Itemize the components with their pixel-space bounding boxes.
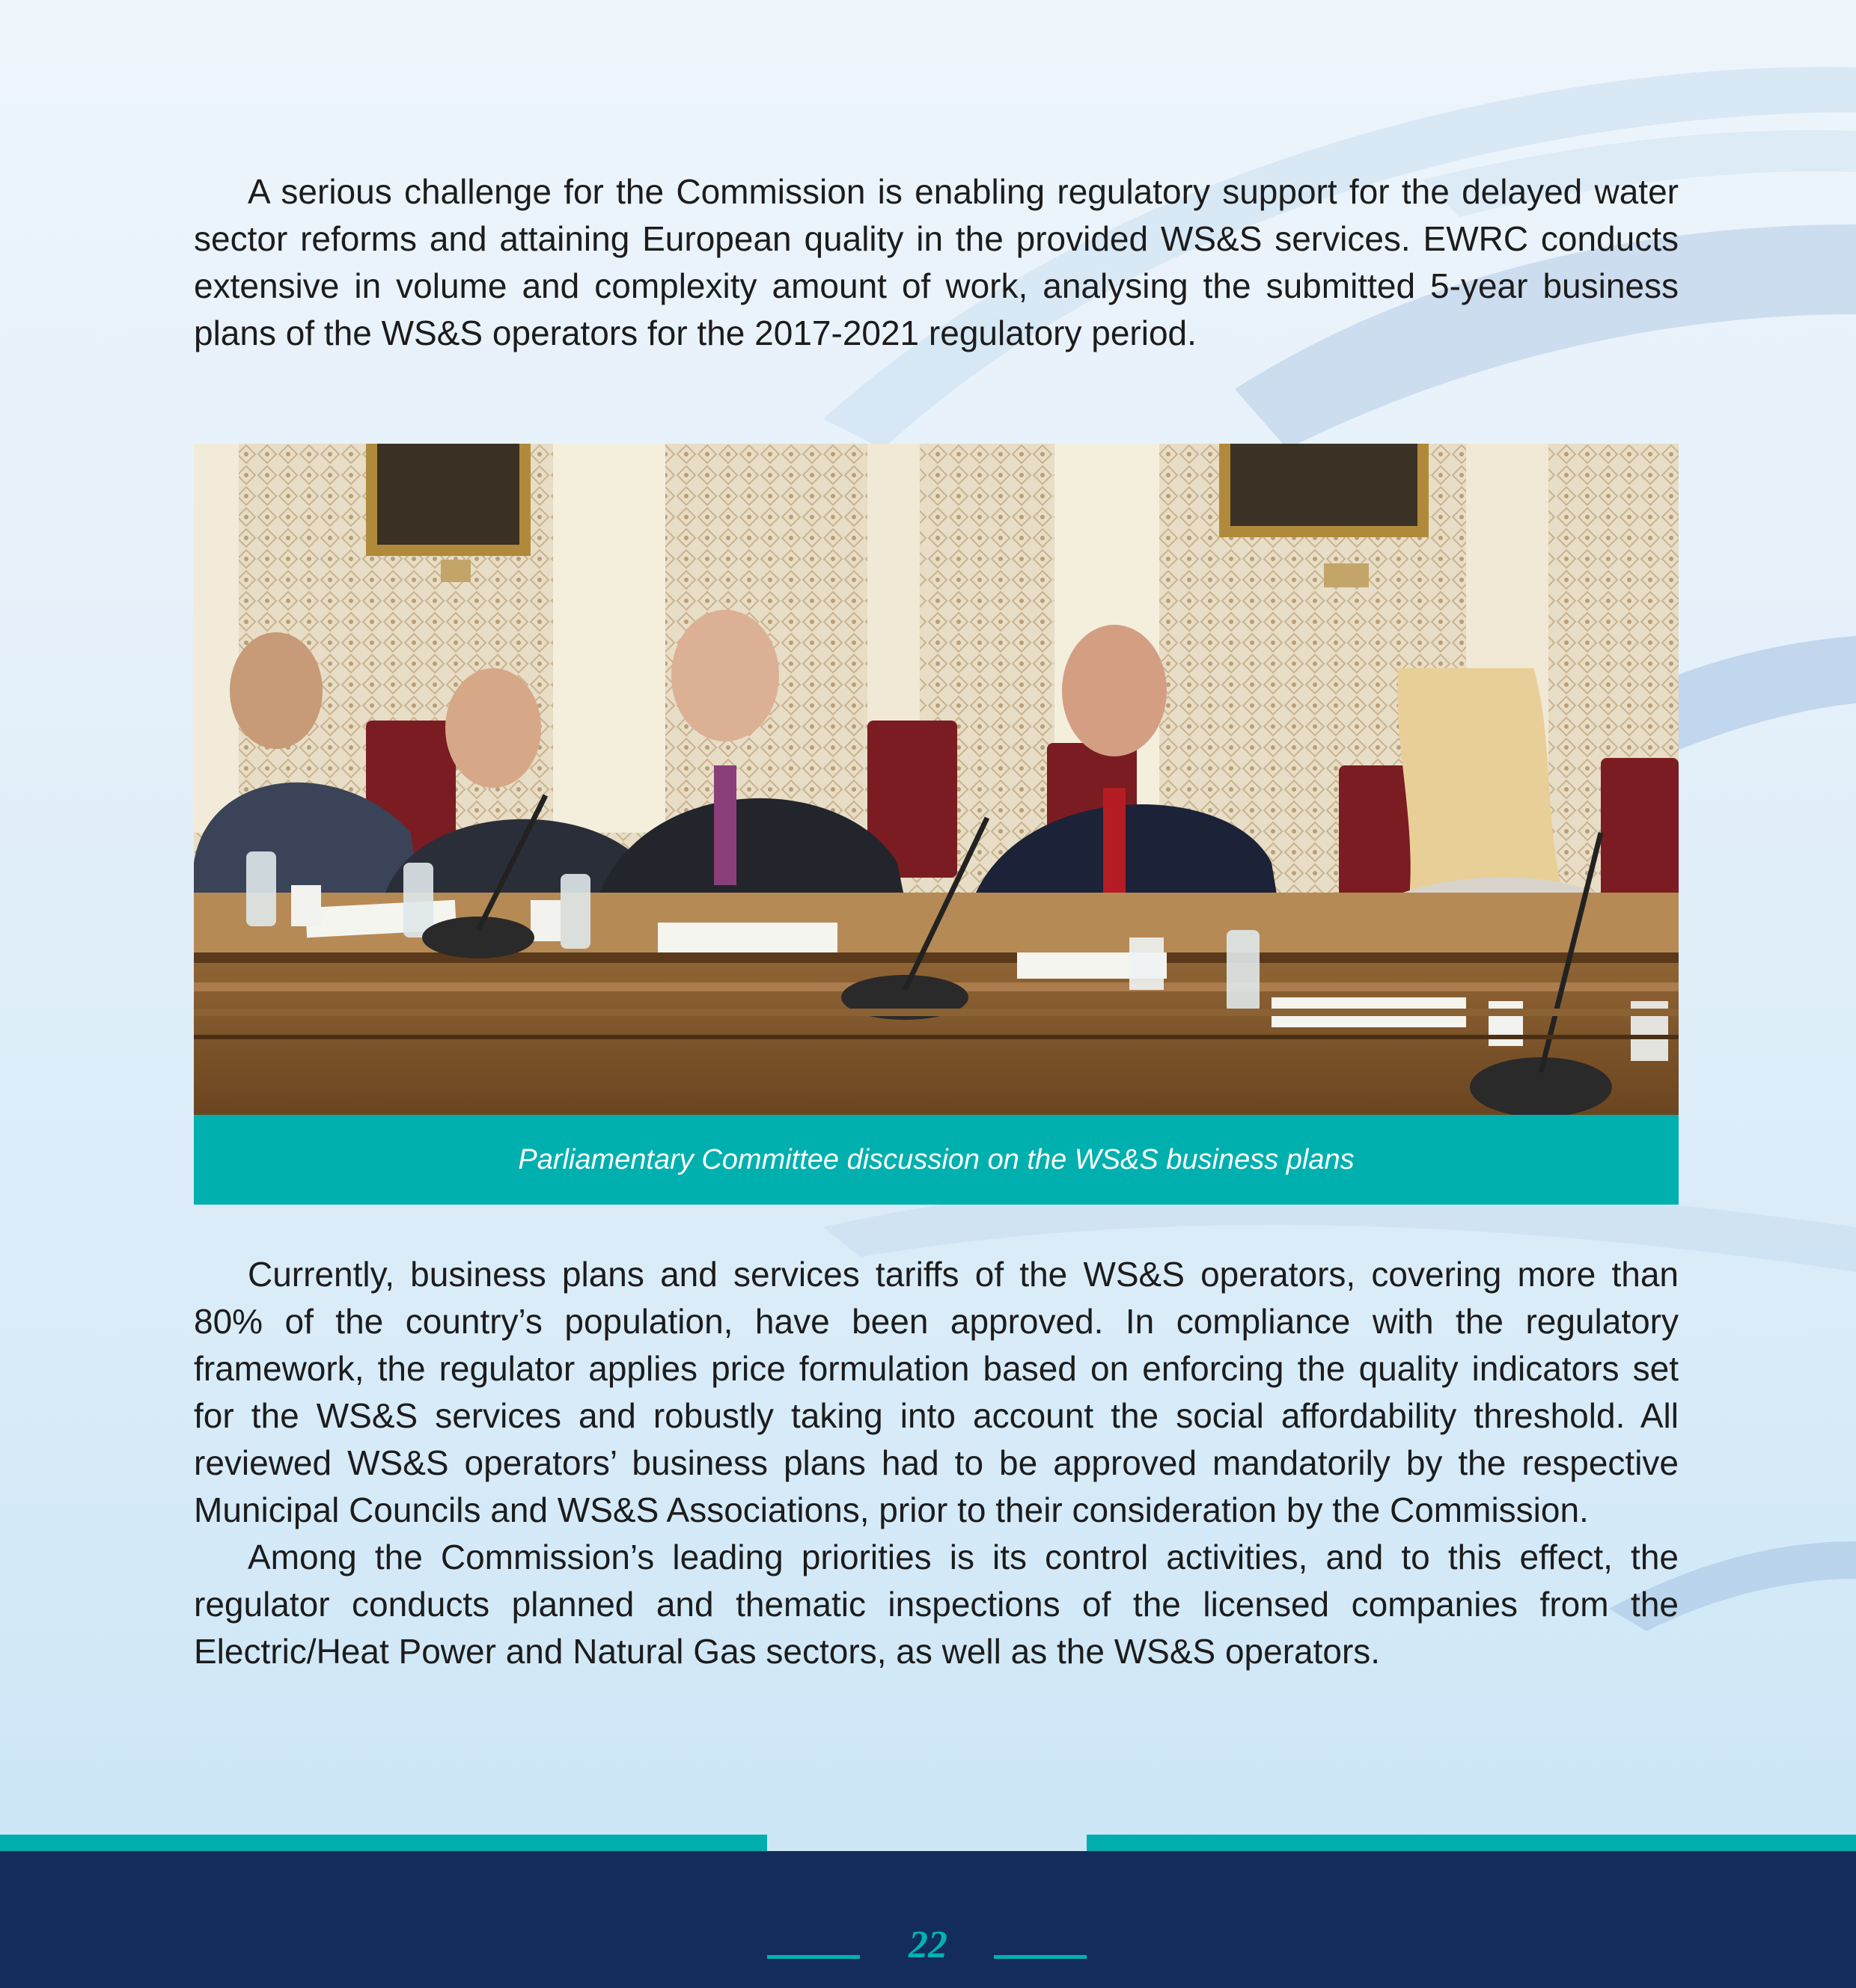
committee-photo-illustration (194, 444, 1679, 1115)
committee-photo (194, 444, 1679, 1115)
intro-text (194, 168, 1679, 357)
body-paragraph-1: Currently, business plans and services tariffs of the WS&S operators, covering more than 80% of the country’s population, have been approved. In compliance with the regulatory framework, the regulator applies price formulation based on enforcing the quality indicators set for the WS&S services and robustly taking into account the social affordability threshold. All reviewed WS&S operators’ business plans had to be approved mandatorily by the respective Municipal Councils and WS&S Associations, prior to their consideration by the Commission. (194, 1255, 1679, 1529)
intro-paragraph: A serious challenge for the Commission is enabling regulatory support for the delayed water sector reforms and attaining European quality in the provided WS&S services. EWRC conducts extensive in volume and complexity amount of work, analysing the submitted 5-year business plans of the WS&S operators for the 2017-2021 regulatory period. (194, 172, 1679, 352)
footer-accent-strip-left (0, 1835, 767, 1851)
footer-accent-strip-right (1087, 1835, 1856, 1851)
body-text (194, 1251, 1679, 1675)
page-number-rule-right (994, 1955, 1087, 1959)
page-number: 22 (909, 1924, 947, 1966)
body-paragraph-2: Among the Commission’s leading priorities is its control activities, and to this effect, the regulator conducts planned and thematic inspections of the licensed companies from the Electric/Heat Power and Natural Gas sectors, as well as the WS&S operators. (194, 1538, 1679, 1671)
photo-caption-bar (194, 1115, 1679, 1205)
photo-caption: Parliamentary Committee discussion on the WS&S business plans (518, 1143, 1355, 1175)
page-number-rule-left (767, 1955, 860, 1959)
